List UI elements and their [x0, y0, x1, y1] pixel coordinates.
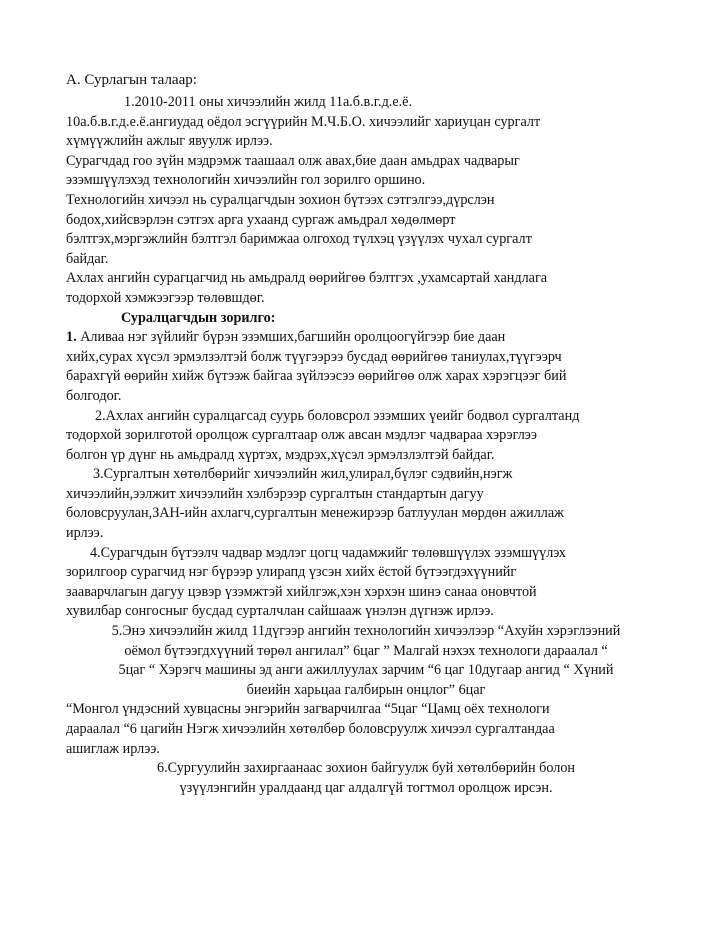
text-line: зааварчлагын дагуу цэвэр үзэмжтэй хийлгэж,хэн хэрхэн шинэ санаа оновчтой	[66, 583, 537, 600]
section-title: А. Сурлагын талаар:	[66, 72, 197, 88]
text-line: боловсруулан,ЗАН-ийн ахлагч,сургалтын менежирээр батлуулан мөрдөн ажиллаж	[66, 505, 564, 522]
text-line: оёмол бүтээгдхүүний төрөл ангилал” 6цаг ” Малгай нэхэх технологи дараалал “	[124, 642, 608, 659]
text-line: 2.Ахлах ангийн суралцагсад суурь боловсрол эзэмших үеийг бодвол сургалтанд	[95, 407, 580, 424]
text-line: хүмүүжлийн ажлыг явуулж ирлээ.	[66, 133, 273, 150]
text-line: бэлтгэх,мэргэжлийн бэлтгэл баримжаа олгоход түлхэц үзүүлэх чухал сургалт	[66, 231, 532, 248]
text-line: үзүүлэнгийн уралдаанд цаг алдалгүй тогтмол оролцож ирсэн.	[179, 779, 553, 796]
text-line: дараалал “6 цагийн Нэгж хичээлийн хөтөлбөр боловсруулж хичээл сургалтандаа	[66, 721, 555, 737]
goals-heading: Суралцагчдын зорилго:	[121, 309, 276, 326]
text-line: биеийн харьцаа галбирын онцлог” 6цаг	[246, 681, 486, 698]
text-line: ирлээ.	[66, 525, 104, 542]
text-line: 10а.б.в.г.д.е.ё.ангиудад оёдол эсгүүрийн М.Ч.Б.О. хичээлийг хариуцан сургалт	[66, 113, 541, 130]
text-line: 3.Сургалтын хөтөлбөрийг хичээлийн жил,улирал,бүлэг сэдвийн,нэгж	[93, 466, 513, 483]
text-line: хийх,сурах хүсэл эрмэлзэлтэй болж түүгээрээ бусдад өөрийгөө таниулах,түүгээрч	[66, 348, 562, 365]
text-line: Сурагчдад гоо зүйн мэдрэмж таашаал олж авах,бие даан амьдрах чадварыг	[66, 152, 520, 169]
text-line: Технологийн хичээл нь суралцагчдын зохион бүтээх сэтгэлгээ,дүрслэн	[66, 191, 495, 208]
text-line: Ахлах ангийн сурагцагчид нь амьдралд өөрийгөө бэлтгэх ,ухамсартай хандлага	[66, 270, 548, 287]
text-line: болгон үр дүнг нь амьдралд хүртэх, мэдрэх,хүсэл эрмэлзлэлтэй байдаг.	[66, 446, 495, 463]
text-line: тодорхой зорилготой оролцож сургалтаар олж авсан мэдлэг чадвараа хэрэглээ	[66, 427, 537, 444]
text-line: болгодог.	[66, 387, 122, 404]
text-line: хичээлийн,ээлжит хичээлийн хэлбэрээр сургалтын стандартын дагуу	[66, 485, 484, 502]
item-number: 1.	[66, 329, 77, 346]
text-line: хувилбар сонгосныг бусдад сурталчлан сайшааж үнэлэн дүгнэж ирлээ.	[66, 603, 494, 620]
text-line: 1.2010-2011 оны хичээлийн жилд 11а.б.в.г.д.е.ё.	[124, 94, 413, 110]
text-line: зорилгоор сурагчид нэг бүрээр улирапд үзсэн хийх ёстой бүтээгдэхүүнийг	[66, 564, 517, 581]
text-line	[66, 328, 666, 348]
text-line: бодох,хийсвэрлэн сэтгэх арга ухаанд сургаж амьдрал хөдөлмөрт	[66, 211, 456, 228]
text-line: эзэмшүүлэхэд технологийн хичээлийн гол зорилго оршино.	[66, 172, 426, 189]
text-line: 5цаг “ Хэрэгч машины эд анги ажиллуулах зарчим “6 цаг 10дугаар ангид “ Хүний	[118, 662, 614, 679]
text-line: “Монгол үндэсний хувцасны энгэрийн загварчилгаа “5цаг “Цамц оёх технологи	[66, 701, 550, 718]
document-page	[66, 70, 666, 798]
text-line: ашиглаж ирлээ.	[66, 740, 160, 757]
text-line: тодорхой хэмжээгээр төлөвшдөг.	[66, 289, 265, 306]
text-line: 4.Сурагчдын бүтээлч чадвар мэдлэг цогц чадамжийг төлөвшүүлэх эзэмшүүлэх	[90, 544, 566, 561]
text-line: 6.Сургуулийн захиргаанаас зохион байгуулж буй хөтөлбөрийн болон	[156, 760, 576, 777]
text-span: Аливаа нэг зүйлийг бүрэн эзэмших,багшийн оролцоогүйгээр бие даан	[76, 329, 506, 346]
text-line: 5.Энэ хичээлийн жилд 11дүгээр ангийн технологийн хичээлээр “Ахуйн хэрэглээний	[111, 623, 621, 640]
text-line: байдаг.	[66, 250, 109, 267]
text-line: барахгүй өөрийн хийж бүтээж байгаа зүйлээсээ өөрийгөө олж харах хэрэгцээг бий	[66, 368, 567, 385]
